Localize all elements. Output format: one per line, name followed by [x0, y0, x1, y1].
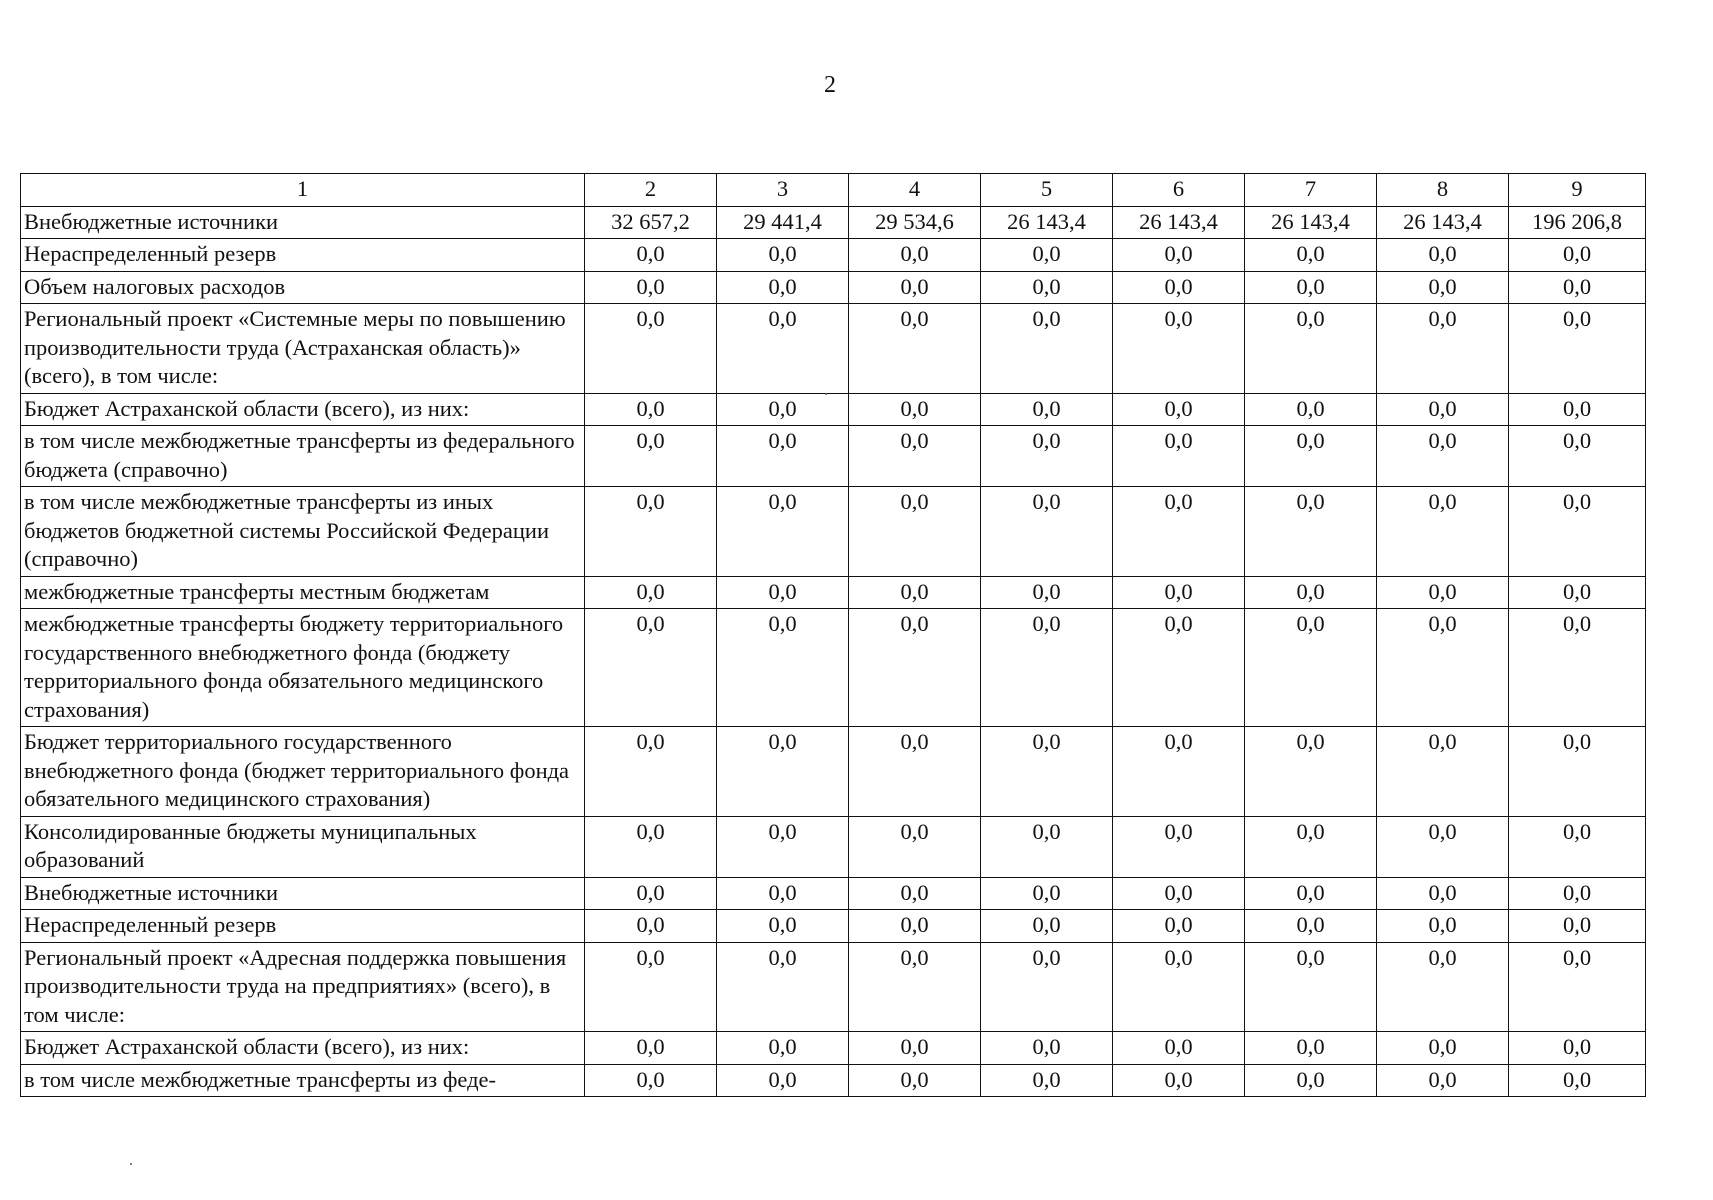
value-cell-col-2: 0,0	[585, 727, 717, 817]
value-cell-col-6: 0,0	[1113, 609, 1245, 727]
value-cell-col-8: 0,0	[1377, 1032, 1509, 1065]
value-cell-col-3: 0,0	[717, 877, 849, 910]
value-cell-col-4: 29 534,6	[849, 206, 981, 239]
value-cell-col-3: 0,0	[717, 393, 849, 426]
value-cell-col-6: 0,0	[1113, 271, 1245, 304]
value-cell-col-8: 0,0	[1377, 393, 1509, 426]
table-header-row	[21, 174, 1646, 207]
value-cell-col-9: 0,0	[1509, 487, 1646, 577]
value-cell-col-6: 26 143,4	[1113, 206, 1245, 239]
value-cell-col-5: 0,0	[981, 816, 1113, 877]
value-cell-col-5: 0,0	[981, 910, 1113, 943]
value-cell-col-9: 0,0	[1509, 393, 1646, 426]
row-label: Внебюджетные источники	[21, 206, 585, 239]
value-cell-col-3: 29 441,4	[717, 206, 849, 239]
scan-speck	[825, 393, 827, 395]
table-row	[21, 271, 1646, 304]
row-label: Консолидированные бюджеты муниципальных образований	[21, 816, 585, 877]
value-cell-col-7: 0,0	[1245, 877, 1377, 910]
row-label: в том числе межбюджетные трансферты из федерального бюджета (справочно)	[21, 426, 585, 487]
value-cell-col-5: 0,0	[981, 304, 1113, 394]
scan-speck	[130, 1163, 132, 1165]
value-cell-col-9: 0,0	[1509, 910, 1646, 943]
value-cell-col-2: 0,0	[585, 304, 717, 394]
value-cell-col-7: 0,0	[1245, 271, 1377, 304]
header-cell-col-4: 4	[849, 174, 981, 207]
value-cell-col-8: 0,0	[1377, 239, 1509, 272]
value-cell-col-4: 0,0	[849, 304, 981, 394]
value-cell-col-9: 0,0	[1509, 816, 1646, 877]
value-cell-col-4: 0,0	[849, 393, 981, 426]
value-cell-col-6: 0,0	[1113, 393, 1245, 426]
value-cell-col-4: 0,0	[849, 609, 981, 727]
value-cell-col-3: 0,0	[717, 271, 849, 304]
row-label: межбюджетные трансферты бюджету территориального государственного внебюджетного фонда (бюджету территориального фонда обязательного медицинского страхования)	[21, 609, 585, 727]
value-cell-col-7: 0,0	[1245, 609, 1377, 727]
header-cell-col-9: 9	[1509, 174, 1646, 207]
value-cell-col-3: 0,0	[717, 304, 849, 394]
table-row	[21, 609, 1646, 727]
value-cell-col-6: 0,0	[1113, 239, 1245, 272]
value-cell-col-4: 0,0	[849, 1064, 981, 1097]
value-cell-col-8: 0,0	[1377, 727, 1509, 817]
row-label: Региональный проект «Адресная поддержка повышения производительности труда на предприятиях» (всего), в том числе:	[21, 942, 585, 1032]
value-cell-col-6: 0,0	[1113, 910, 1245, 943]
value-cell-col-3: 0,0	[717, 1032, 849, 1065]
value-cell-col-3: 0,0	[717, 942, 849, 1032]
value-cell-col-2: 0,0	[585, 1032, 717, 1065]
row-label: Региональный проект «Системные меры по повышению производительности труда (Астраханская область)» (всего), в том числе:	[21, 304, 585, 394]
value-cell-col-6: 0,0	[1113, 304, 1245, 394]
value-cell-col-3: 0,0	[717, 910, 849, 943]
value-cell-col-9: 0,0	[1509, 239, 1646, 272]
value-cell-col-5: 0,0	[981, 487, 1113, 577]
table-row	[21, 487, 1646, 577]
value-cell-col-8: 0,0	[1377, 816, 1509, 877]
value-cell-col-8: 0,0	[1377, 271, 1509, 304]
value-cell-col-9: 0,0	[1509, 877, 1646, 910]
value-cell-col-8: 0,0	[1377, 910, 1509, 943]
table-row	[21, 1064, 1646, 1097]
value-cell-col-3: 0,0	[717, 576, 849, 609]
table-row	[21, 942, 1646, 1032]
value-cell-col-8: 0,0	[1377, 576, 1509, 609]
value-cell-col-7: 0,0	[1245, 1064, 1377, 1097]
table-row	[21, 877, 1646, 910]
value-cell-col-3: 0,0	[717, 239, 849, 272]
header-cell-col-6: 6	[1113, 174, 1245, 207]
value-cell-col-2: 0,0	[585, 271, 717, 304]
value-cell-col-6: 0,0	[1113, 1032, 1245, 1065]
table-row	[21, 239, 1646, 272]
value-cell-col-2: 0,0	[585, 393, 717, 426]
value-cell-col-9: 0,0	[1509, 1064, 1646, 1097]
value-cell-col-5: 0,0	[981, 609, 1113, 727]
value-cell-col-3: 0,0	[717, 487, 849, 577]
row-label: Бюджет Астраханской области (всего), из них:	[21, 1032, 585, 1065]
header-cell-col-5: 5	[981, 174, 1113, 207]
value-cell-col-9: 0,0	[1509, 576, 1646, 609]
value-cell-col-2: 0,0	[585, 910, 717, 943]
value-cell-col-7: 0,0	[1245, 426, 1377, 487]
header-cell-col-1: 1	[21, 174, 585, 207]
value-cell-col-5: 0,0	[981, 727, 1113, 817]
value-cell-col-4: 0,0	[849, 910, 981, 943]
value-cell-col-5: 0,0	[981, 239, 1113, 272]
table-row	[21, 393, 1646, 426]
value-cell-col-7: 26 143,4	[1245, 206, 1377, 239]
value-cell-col-9: 0,0	[1509, 609, 1646, 727]
row-label: Нераспределенный резерв	[21, 910, 585, 943]
value-cell-col-8: 0,0	[1377, 304, 1509, 394]
value-cell-col-3: 0,0	[717, 609, 849, 727]
row-label: Нераспределенный резерв	[21, 239, 585, 272]
value-cell-col-5: 0,0	[981, 426, 1113, 487]
value-cell-col-4: 0,0	[849, 426, 981, 487]
value-cell-col-9: 0,0	[1509, 1032, 1646, 1065]
value-cell-col-7: 0,0	[1245, 304, 1377, 394]
value-cell-col-2: 0,0	[585, 426, 717, 487]
table-row	[21, 910, 1646, 943]
table-row	[21, 304, 1646, 394]
value-cell-col-9: 0,0	[1509, 426, 1646, 487]
value-cell-col-3: 0,0	[717, 1064, 849, 1097]
value-cell-col-6: 0,0	[1113, 877, 1245, 910]
value-cell-col-7: 0,0	[1245, 576, 1377, 609]
value-cell-col-8: 0,0	[1377, 1064, 1509, 1097]
value-cell-col-9: 0,0	[1509, 304, 1646, 394]
row-label: межбюджетные трансферты местным бюджетам	[21, 576, 585, 609]
value-cell-col-2: 0,0	[585, 942, 717, 1032]
budget-table-body	[21, 174, 1646, 1097]
value-cell-col-8: 0,0	[1377, 609, 1509, 727]
row-label: Внебюджетные источники	[21, 877, 585, 910]
value-cell-col-2: 0,0	[585, 576, 717, 609]
value-cell-col-3: 0,0	[717, 727, 849, 817]
value-cell-col-6: 0,0	[1113, 426, 1245, 487]
value-cell-col-2: 32 657,2	[585, 206, 717, 239]
header-cell-col-7: 7	[1245, 174, 1377, 207]
value-cell-col-2: 0,0	[585, 487, 717, 577]
row-label: Бюджет Астраханской области (всего), из них:	[21, 393, 585, 426]
value-cell-col-9: 0,0	[1509, 727, 1646, 817]
row-label: Бюджет территориального государственного внебюджетного фонда (бюджет территориального фонда обязательного медицинского страхования)	[21, 727, 585, 817]
value-cell-col-5: 0,0	[981, 1064, 1113, 1097]
value-cell-col-4: 0,0	[849, 816, 981, 877]
value-cell-col-2: 0,0	[585, 239, 717, 272]
header-cell-col-3: 3	[717, 174, 849, 207]
value-cell-col-7: 0,0	[1245, 393, 1377, 426]
row-label: Объем налоговых расходов	[21, 271, 585, 304]
table-row	[21, 426, 1646, 487]
table-row	[21, 206, 1646, 239]
value-cell-col-5: 0,0	[981, 271, 1113, 304]
value-cell-col-8: 26 143,4	[1377, 206, 1509, 239]
value-cell-col-4: 0,0	[849, 239, 981, 272]
table-row	[21, 727, 1646, 817]
row-label: в том числе межбюджетные трансферты из феде-	[21, 1064, 585, 1097]
value-cell-col-9: 0,0	[1509, 942, 1646, 1032]
value-cell-col-4: 0,0	[849, 487, 981, 577]
value-cell-col-6: 0,0	[1113, 576, 1245, 609]
value-cell-col-5: 0,0	[981, 942, 1113, 1032]
value-cell-col-2: 0,0	[585, 877, 717, 910]
value-cell-col-6: 0,0	[1113, 816, 1245, 877]
header-cell-col-2: 2	[585, 174, 717, 207]
value-cell-col-8: 0,0	[1377, 487, 1509, 577]
value-cell-col-5: 0,0	[981, 393, 1113, 426]
value-cell-col-7: 0,0	[1245, 239, 1377, 272]
value-cell-col-5: 26 143,4	[981, 206, 1113, 239]
value-cell-col-5: 0,0	[981, 1032, 1113, 1065]
value-cell-col-4: 0,0	[849, 271, 981, 304]
value-cell-col-4: 0,0	[849, 1032, 981, 1065]
budget-table	[20, 173, 1646, 1097]
value-cell-col-6: 0,0	[1113, 1064, 1245, 1097]
value-cell-col-2: 0,0	[585, 1064, 717, 1097]
page-number: 2	[824, 72, 836, 98]
table-row	[21, 1032, 1646, 1065]
value-cell-col-4: 0,0	[849, 877, 981, 910]
value-cell-col-6: 0,0	[1113, 487, 1245, 577]
value-cell-col-4: 0,0	[849, 942, 981, 1032]
value-cell-col-7: 0,0	[1245, 942, 1377, 1032]
value-cell-col-7: 0,0	[1245, 727, 1377, 817]
value-cell-col-8: 0,0	[1377, 877, 1509, 910]
value-cell-col-7: 0,0	[1245, 1032, 1377, 1065]
table-row	[21, 576, 1646, 609]
value-cell-col-5: 0,0	[981, 877, 1113, 910]
value-cell-col-5: 0,0	[981, 576, 1113, 609]
value-cell-col-4: 0,0	[849, 576, 981, 609]
value-cell-col-4: 0,0	[849, 727, 981, 817]
header-cell-col-8: 8	[1377, 174, 1509, 207]
value-cell-col-6: 0,0	[1113, 727, 1245, 817]
value-cell-col-9: 196 206,8	[1509, 206, 1646, 239]
value-cell-col-3: 0,0	[717, 816, 849, 877]
value-cell-col-8: 0,0	[1377, 942, 1509, 1032]
value-cell-col-3: 0,0	[717, 426, 849, 487]
value-cell-col-2: 0,0	[585, 609, 717, 727]
value-cell-col-7: 0,0	[1245, 910, 1377, 943]
value-cell-col-8: 0,0	[1377, 426, 1509, 487]
value-cell-col-7: 0,0	[1245, 487, 1377, 577]
table-row	[21, 816, 1646, 877]
value-cell-col-9: 0,0	[1509, 271, 1646, 304]
value-cell-col-7: 0,0	[1245, 816, 1377, 877]
value-cell-col-2: 0,0	[585, 816, 717, 877]
row-label: в том числе межбюджетные трансферты из иных бюджетов бюджетной системы Российской Федерации (справочно)	[21, 487, 585, 577]
value-cell-col-6: 0,0	[1113, 942, 1245, 1032]
